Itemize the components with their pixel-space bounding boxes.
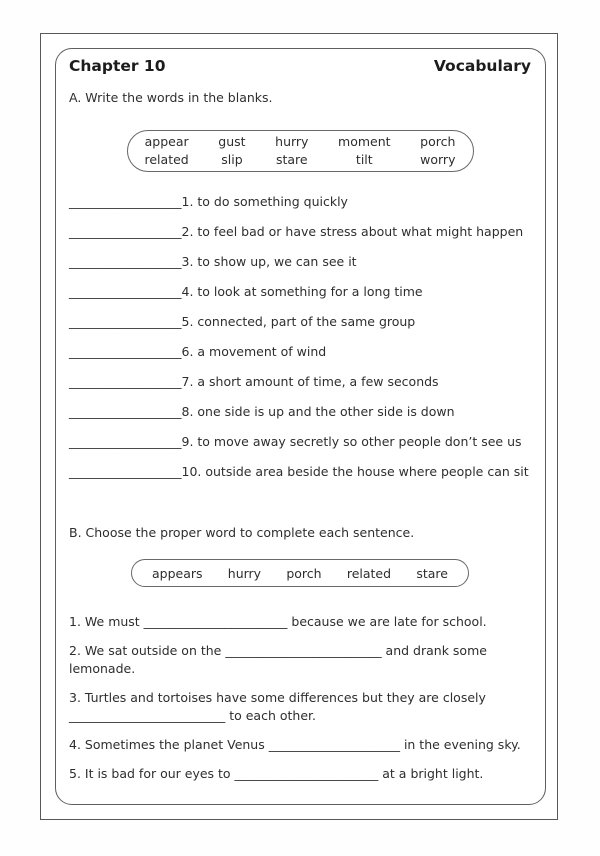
definition-number: 5. — [181, 314, 194, 329]
subject-title: Vocabulary — [433, 57, 531, 75]
word-bank-column — [338, 133, 391, 169]
sentence-item — [69, 736, 531, 754]
definition-item — [69, 367, 531, 397]
definition-text: to do something quickly — [193, 194, 348, 209]
word-bank-word: stare — [416, 565, 448, 581]
definition-number: 7. — [181, 374, 194, 389]
page-border — [40, 33, 558, 820]
word-bank-word: tilt — [355, 152, 373, 167]
sentence-item — [69, 765, 531, 783]
sentence-line: _________________________ to each other. — [69, 708, 316, 723]
word-bank-column — [275, 133, 308, 169]
word-bank-word: porch — [420, 134, 456, 149]
answer-blank: __________________ — [69, 224, 182, 239]
word-bank-word: appears — [152, 565, 203, 581]
word-bank-b — [131, 559, 469, 587]
sentence-line: 4. Sometimes the planet Venus _____________________ in the evening sky. — [69, 737, 521, 752]
definition-item — [69, 397, 531, 427]
sentence-line: 2. We sat outside on the _________________________ and drank some — [69, 643, 487, 658]
definition-text: a movement of wind — [193, 344, 327, 359]
sentence-line: 1. We must _______________________ because we are late for school. — [69, 614, 487, 629]
word-bank-a — [127, 130, 474, 172]
word-bank-word: hurry — [275, 134, 309, 149]
answer-blank: __________________ — [69, 344, 182, 359]
definition-item — [69, 307, 531, 337]
definition-text: to look at something for a long time — [193, 284, 423, 299]
word-bank-column — [145, 133, 189, 169]
sentence-line: lemonade. — [69, 661, 136, 676]
sentence-item — [69, 642, 531, 678]
worksheet-header — [69, 57, 531, 75]
section-b-instruction: B. Choose the proper word to complete each sentence. — [69, 525, 415, 540]
definition-number: 8. — [181, 404, 194, 419]
definition-item — [69, 187, 531, 217]
definition-item — [69, 217, 531, 247]
worksheet-sheet — [55, 48, 546, 805]
answer-blank: __________________ — [69, 194, 182, 209]
definition-item — [69, 457, 531, 487]
word-bank-column — [218, 133, 245, 169]
sentence-item — [69, 613, 531, 631]
definition-number: 2. — [181, 224, 194, 239]
word-bank-word: hurry — [227, 565, 262, 581]
word-bank-word: slip — [221, 152, 243, 167]
answer-blank: __________________ — [69, 434, 182, 449]
definition-text: to move away secretly so other people don’t see us — [193, 434, 522, 449]
definition-text: connected, part of the same group — [193, 314, 416, 329]
sentence-item — [69, 689, 531, 725]
definition-item — [69, 337, 531, 367]
word-bank-word: appear — [144, 134, 189, 149]
sentence-line: 3. Turtles and tortoises have some differences but they are closely — [69, 690, 486, 705]
definition-number: 1. — [181, 194, 194, 209]
sentence-line: 5. It is bad for our eyes to _______________________ at a bright light. — [69, 766, 484, 781]
definition-item — [69, 427, 531, 457]
definitions-list — [69, 187, 531, 487]
word-bank-word: worry — [420, 152, 456, 167]
definition-number: 3. — [181, 254, 194, 269]
definition-number: 9. — [181, 434, 194, 449]
section-a-instruction: A. Write the words in the blanks. — [69, 90, 273, 105]
word-bank-word: related — [346, 565, 392, 581]
sentences-list — [69, 613, 531, 783]
word-bank-column — [420, 133, 455, 169]
chapter-title: Chapter 10 — [69, 57, 166, 75]
answer-blank: __________________ — [69, 254, 182, 269]
definition-number: 10. — [181, 464, 202, 479]
definition-number: 6. — [181, 344, 194, 359]
answer-blank: __________________ — [69, 404, 182, 419]
word-bank-word: stare — [275, 152, 308, 167]
definition-text: to show up, we can see it — [193, 254, 357, 269]
definition-item — [69, 277, 531, 307]
answer-blank: __________________ — [69, 284, 182, 299]
definition-text: a short amount of time, a few seconds — [193, 374, 439, 389]
definition-text: one side is up and the other side is down — [193, 404, 455, 419]
definition-number: 4. — [181, 284, 194, 299]
answer-blank: __________________ — [69, 374, 182, 389]
answer-blank: __________________ — [69, 314, 182, 329]
definition-text: to feel bad or have stress about what might happen — [193, 224, 524, 239]
answer-blank: __________________ — [69, 464, 182, 479]
word-bank-word: porch — [286, 565, 322, 581]
word-bank-word: related — [144, 152, 189, 167]
definition-text: outside area beside the house where people can sit — [201, 464, 529, 479]
definition-item — [69, 247, 531, 277]
word-bank-word: gust — [218, 134, 246, 149]
word-bank-word: moment — [338, 134, 391, 149]
